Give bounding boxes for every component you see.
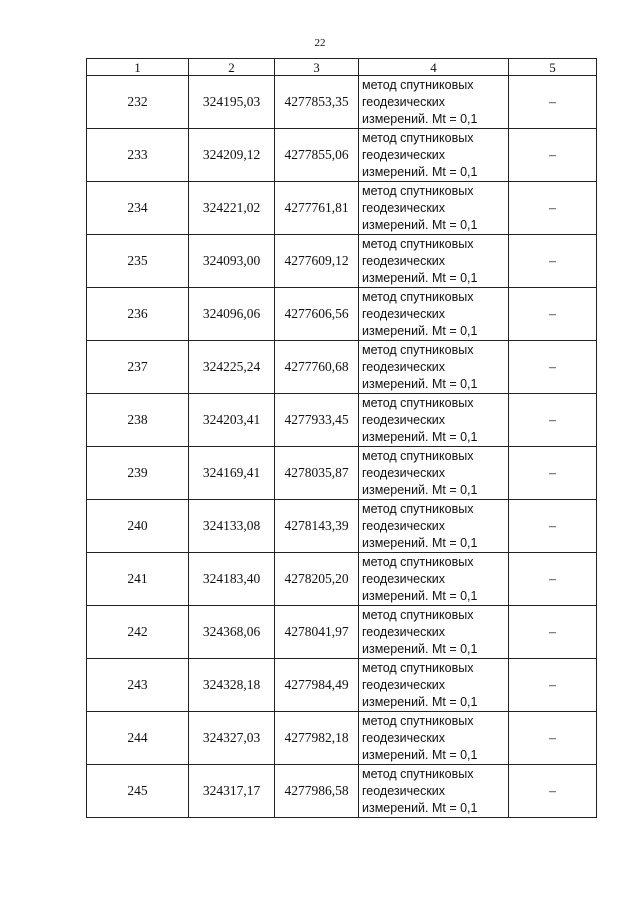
table-row — [87, 394, 597, 447]
note-cell: – — [509, 500, 597, 553]
method-line: метод спутниковых — [362, 501, 474, 516]
column-header-1: 1 — [87, 59, 189, 76]
coordinates-table — [86, 58, 597, 818]
x-coordinate-cell: 324317,17 — [189, 765, 275, 818]
method-line: геодезических — [362, 677, 446, 692]
table-body — [87, 76, 597, 818]
point-number-cell: 244 — [87, 712, 189, 765]
column-header-4: 4 — [359, 59, 509, 76]
method-cell — [359, 553, 509, 606]
method-line: метод спутниковых — [362, 342, 474, 357]
y-coordinate-cell: 4277855,06 — [275, 129, 359, 182]
table-row — [87, 606, 597, 659]
method-line: геодезических — [362, 306, 446, 321]
column-header-2: 2 — [189, 59, 275, 76]
x-coordinate-cell: 324221,02 — [189, 182, 275, 235]
point-number-cell: 241 — [87, 553, 189, 606]
method-line: измерений. Mt = 0,1 — [362, 429, 478, 444]
note-cell: – — [509, 553, 597, 606]
table-row — [87, 341, 597, 394]
table-row — [87, 447, 597, 500]
y-coordinate-cell: 4277606,56 — [275, 288, 359, 341]
table-row — [87, 182, 597, 235]
note-cell: – — [509, 235, 597, 288]
x-coordinate-cell: 324169,41 — [189, 447, 275, 500]
table-row — [87, 659, 597, 712]
point-number-cell: 236 — [87, 288, 189, 341]
note-cell: – — [509, 712, 597, 765]
point-number-cell: 232 — [87, 76, 189, 129]
point-number-cell: 237 — [87, 341, 189, 394]
method-line: измерений. Mt = 0,1 — [362, 800, 478, 815]
method-line: измерений. Mt = 0,1 — [362, 270, 478, 285]
y-coordinate-cell: 4277760,68 — [275, 341, 359, 394]
method-line: геодезических — [362, 571, 446, 586]
x-coordinate-cell: 324327,03 — [189, 712, 275, 765]
method-cell — [359, 394, 509, 447]
point-number-cell: 233 — [87, 129, 189, 182]
x-coordinate-cell: 324195,03 — [189, 76, 275, 129]
note-cell: – — [509, 341, 597, 394]
note-cell: – — [509, 76, 597, 129]
point-number-cell: 238 — [87, 394, 189, 447]
x-coordinate-cell: 324093,00 — [189, 235, 275, 288]
y-coordinate-cell: 4278143,39 — [275, 500, 359, 553]
method-line: геодезических — [362, 200, 446, 215]
method-line: геодезических — [362, 518, 446, 533]
table-row — [87, 712, 597, 765]
note-cell: – — [509, 447, 597, 500]
table-row — [87, 76, 597, 129]
method-line: геодезических — [362, 359, 446, 374]
page-number: 22 — [314, 37, 326, 49]
x-coordinate-cell: 324368,06 — [189, 606, 275, 659]
method-cell — [359, 182, 509, 235]
x-coordinate-cell: 324096,06 — [189, 288, 275, 341]
point-number-cell: 243 — [87, 659, 189, 712]
x-coordinate-cell: 324133,08 — [189, 500, 275, 553]
method-line: геодезических — [362, 412, 446, 427]
method-line: измерений. Mt = 0,1 — [362, 323, 478, 338]
method-cell — [359, 341, 509, 394]
y-coordinate-cell: 4277986,58 — [275, 765, 359, 818]
method-line: измерений. Mt = 0,1 — [362, 535, 478, 550]
method-line: измерений. Mt = 0,1 — [362, 747, 478, 762]
y-coordinate-cell: 4277984,49 — [275, 659, 359, 712]
table-row — [87, 235, 597, 288]
note-cell: – — [509, 288, 597, 341]
note-cell: – — [509, 765, 597, 818]
method-line: метод спутниковых — [362, 77, 474, 92]
method-line: измерений. Mt = 0,1 — [362, 588, 478, 603]
method-line: метод спутниковых — [362, 660, 474, 675]
method-line: измерений. Mt = 0,1 — [362, 111, 478, 126]
table-row — [87, 288, 597, 341]
x-coordinate-cell: 324328,18 — [189, 659, 275, 712]
point-number-cell: 242 — [87, 606, 189, 659]
method-cell — [359, 712, 509, 765]
x-coordinate-cell: 324183,40 — [189, 553, 275, 606]
table-row — [87, 553, 597, 606]
method-line: измерений. Mt = 0,1 — [362, 641, 478, 656]
y-coordinate-cell: 4278041,97 — [275, 606, 359, 659]
method-cell — [359, 76, 509, 129]
y-coordinate-cell: 4277609,12 — [275, 235, 359, 288]
point-number-cell: 235 — [87, 235, 189, 288]
method-cell — [359, 500, 509, 553]
y-coordinate-cell: 4277853,35 — [275, 76, 359, 129]
method-line: геодезических — [362, 730, 446, 745]
y-coordinate-cell: 4277933,45 — [275, 394, 359, 447]
method-cell — [359, 659, 509, 712]
point-number-cell: 245 — [87, 765, 189, 818]
method-line: метод спутниковых — [362, 607, 474, 622]
note-cell: – — [509, 659, 597, 712]
point-number-cell: 239 — [87, 447, 189, 500]
method-line: геодезических — [362, 94, 446, 109]
method-line: геодезических — [362, 147, 446, 162]
y-coordinate-cell: 4277761,81 — [275, 182, 359, 235]
y-coordinate-cell: 4278205,20 — [275, 553, 359, 606]
method-cell — [359, 447, 509, 500]
note-cell: – — [509, 606, 597, 659]
method-cell — [359, 288, 509, 341]
method-line: метод спутниковых — [362, 554, 474, 569]
method-cell — [359, 606, 509, 659]
column-header-5: 5 — [509, 59, 597, 76]
method-line: метод спутниковых — [362, 448, 474, 463]
method-line: геодезических — [362, 624, 446, 639]
method-line: измерений. Mt = 0,1 — [362, 376, 478, 391]
point-number-cell: 240 — [87, 500, 189, 553]
method-line: измерений. Mt = 0,1 — [362, 482, 478, 497]
method-line: геодезических — [362, 783, 446, 798]
x-coordinate-cell: 324203,41 — [189, 394, 275, 447]
table-row — [87, 765, 597, 818]
method-line: геодезических — [362, 465, 446, 480]
method-line: метод спутниковых — [362, 130, 474, 145]
method-line: метод спутниковых — [362, 395, 474, 410]
method-line: метод спутниковых — [362, 766, 474, 781]
method-line: метод спутниковых — [362, 289, 474, 304]
column-header-3: 3 — [275, 59, 359, 76]
note-cell: – — [509, 394, 597, 447]
method-line: геодезических — [362, 253, 446, 268]
note-cell: – — [509, 129, 597, 182]
header-row — [87, 59, 597, 76]
method-cell — [359, 235, 509, 288]
method-cell — [359, 129, 509, 182]
method-line: метод спутниковых — [362, 713, 474, 728]
point-number-cell: 234 — [87, 182, 189, 235]
x-coordinate-cell: 324225,24 — [189, 341, 275, 394]
y-coordinate-cell: 4277982,18 — [275, 712, 359, 765]
method-line: измерений. Mt = 0,1 — [362, 164, 478, 179]
table-row — [87, 129, 597, 182]
method-line: измерений. Mt = 0,1 — [362, 217, 478, 232]
method-line: метод спутниковых — [362, 183, 474, 198]
table-row — [87, 500, 597, 553]
method-line: метод спутниковых — [362, 236, 474, 251]
method-line: измерений. Mt = 0,1 — [362, 694, 478, 709]
y-coordinate-cell: 4278035,87 — [275, 447, 359, 500]
note-cell: – — [509, 182, 597, 235]
method-cell — [359, 765, 509, 818]
x-coordinate-cell: 324209,12 — [189, 129, 275, 182]
